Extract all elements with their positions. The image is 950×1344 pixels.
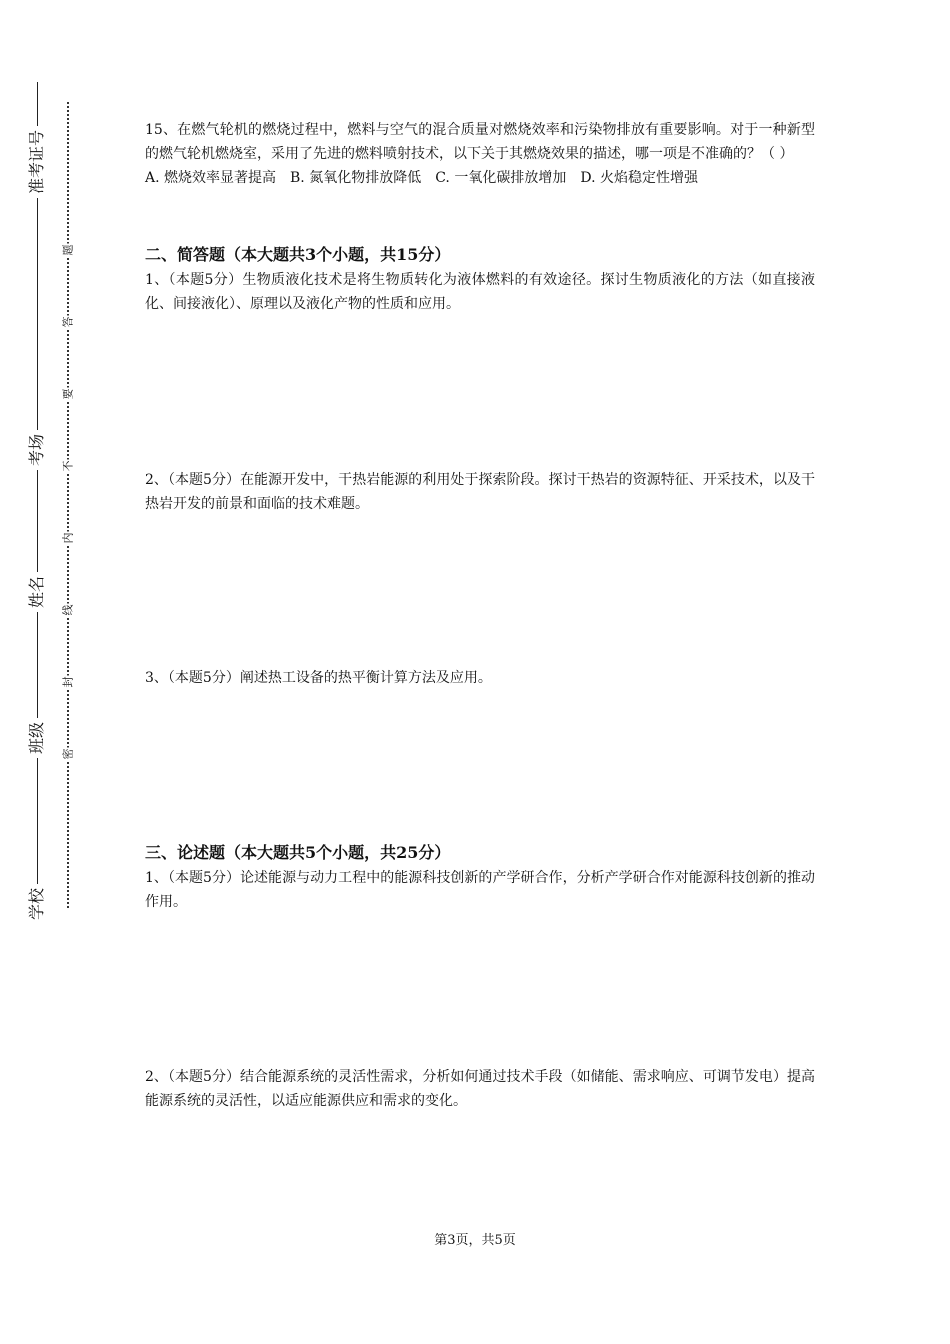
seal-char: 密 — [61, 748, 75, 760]
binding-dotted-line — [67, 102, 69, 908]
seal-char: 封 — [61, 676, 75, 688]
option-c: C. 一氧化碳排放增加 — [435, 170, 567, 186]
question-text: 2、（本题5分）在能源开发中，干热岩能源的利用处于探索阶段。探讨干热岩的资源特征、开采技术，以及干热岩开发的前景和面临的技术难题。 — [145, 472, 815, 512]
seal-char: 答 — [61, 316, 75, 328]
section-3-heading: 三、论述题（本大题共5个小题，共25分） — [145, 843, 451, 862]
section-2-heading-block — [145, 243, 815, 267]
seal-char: 内 — [61, 532, 75, 544]
option-d: D. 火焰稳定性增强 — [580, 170, 698, 186]
question-text: 1、（本题5分）生物质液化技术是将生物质转化为液体燃料的有效途径。探讨生物质液化的方法（如直接液化、间接液化）、原理以及液化产物的性质和应用。 — [145, 272, 815, 312]
section-3-heading-block — [145, 841, 815, 865]
section-3-question-1 — [145, 866, 815, 914]
field-label-exam-room: 考场 — [27, 430, 47, 470]
seal-char: 要 — [61, 388, 75, 400]
question-text: 2、（本题5分）结合能源系统的灵活性需求，分析如何通过技术手段（如储能、需求响应、可调节发电）提高能源系统的灵活性，以适应能源供应和需求的变化。 — [145, 1069, 815, 1109]
field-label-class: 班级 — [27, 718, 47, 758]
option-a: A. 燃烧效率显著提高 — [145, 170, 277, 186]
question-15-stem: 15、在燃气轮机的燃烧过程中，燃料与空气的混合质量对燃烧效率和污染物排放有重要影响。对于一种新型的燃气轮机燃烧室，采用了先进的燃料喷射技术，以下关于其燃烧效果的描述，哪一项是不准确的？（ ） — [145, 122, 815, 162]
section-3-question-2 — [145, 1065, 815, 1113]
field-label-name: 姓名 — [27, 572, 47, 612]
section-2-question-1 — [145, 268, 815, 316]
section-2-question-2 — [145, 468, 815, 516]
question-text: 3、（本题5分）阐述热工设备的热平衡计算方法及应用。 — [145, 670, 492, 686]
question-text: 1、（本题5分）论述能源与动力工程中的能源科技创新的产学研合作，分析产学研合作对能源科技创新的推动作用。 — [145, 870, 815, 910]
seal-char: 不 — [61, 460, 75, 472]
option-b: B. 氮氧化物排放降低 — [290, 170, 422, 186]
section-2-question-3 — [145, 666, 815, 690]
section-2-heading: 二、简答题（本大题共3个小题，共15分） — [145, 245, 451, 264]
question-15 — [145, 118, 815, 190]
question-15-options — [145, 166, 815, 190]
seal-char: 题 — [61, 244, 75, 256]
field-label-exam-id: 准考证号 — [27, 126, 47, 198]
seal-char: 线 — [61, 604, 75, 616]
page-number: 第3页，共5页 — [434, 1233, 516, 1248]
binding-solid-line — [37, 82, 38, 922]
field-label-school: 学校 — [27, 884, 47, 924]
